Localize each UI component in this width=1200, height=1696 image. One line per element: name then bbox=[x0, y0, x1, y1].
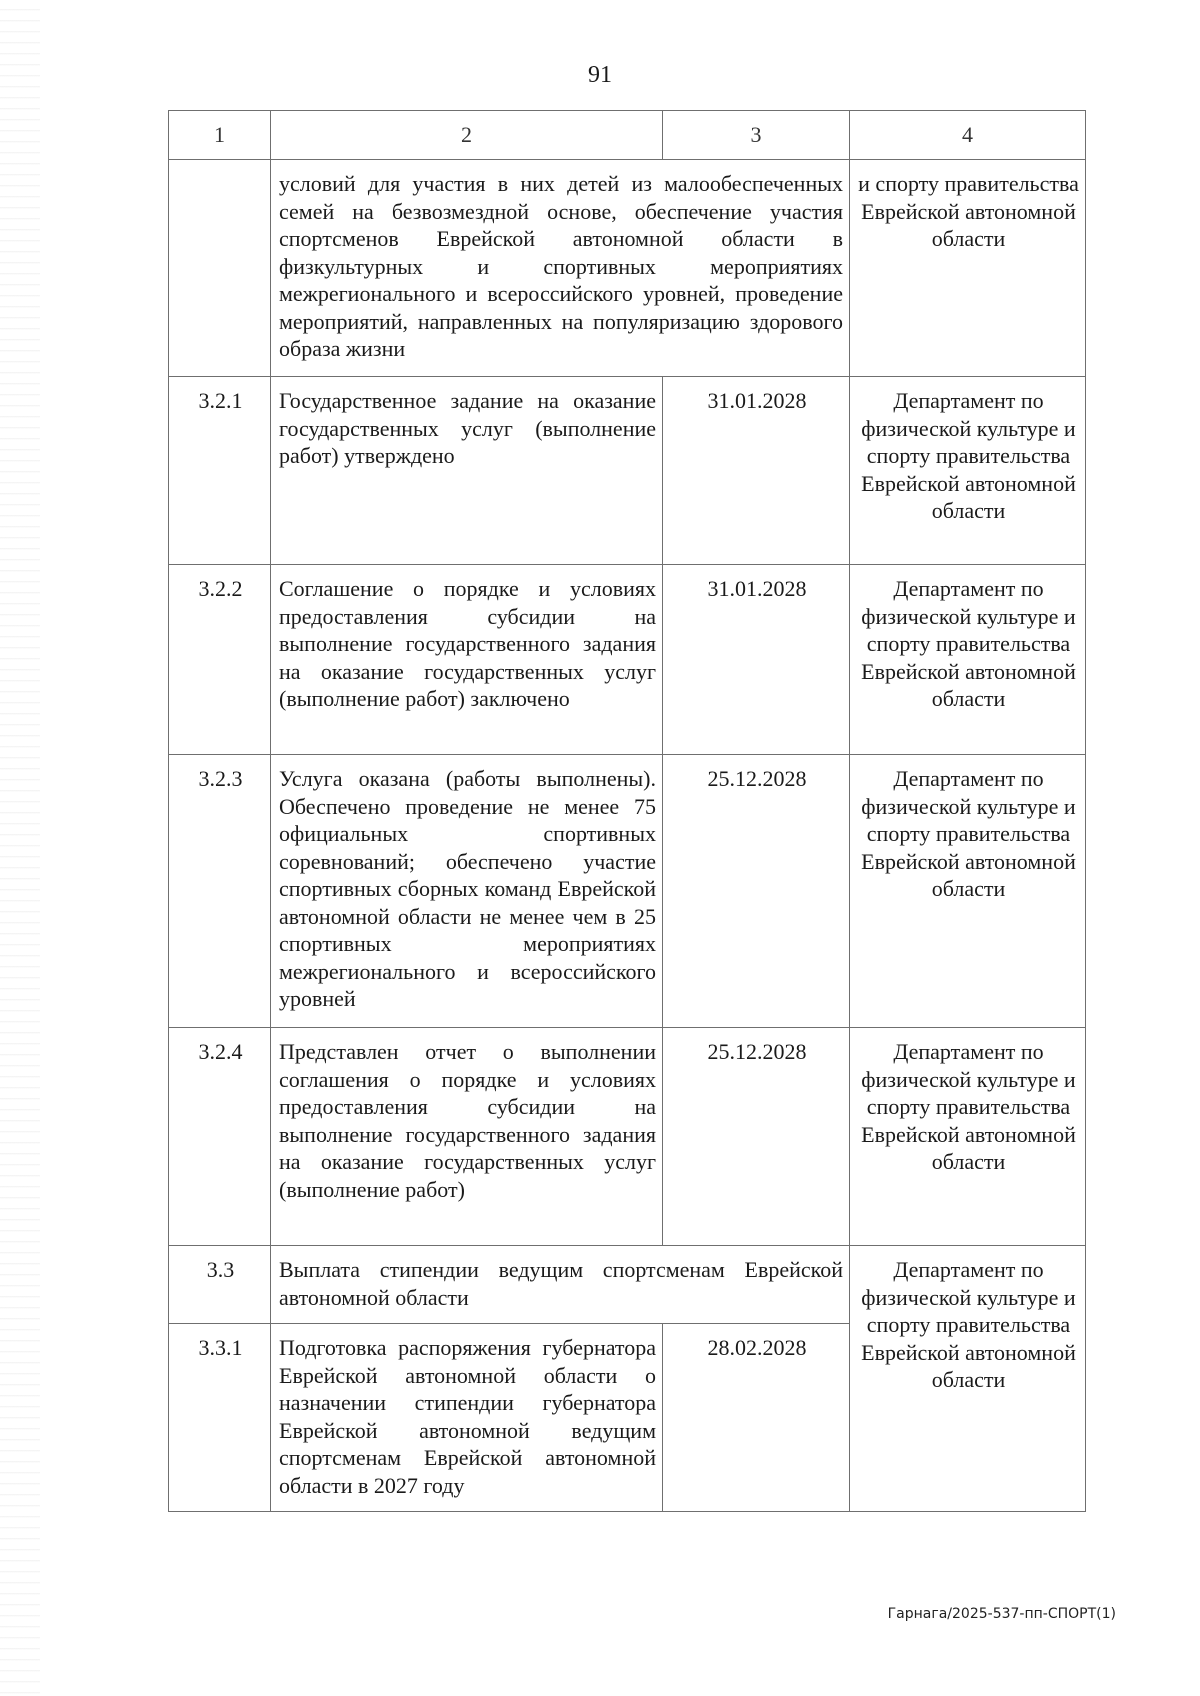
row-description: Представлен отчет о выполнении соглашения о порядке и условиях предоставления субсидии на выполнение государственного задания на оказание государственных услуг (выполнение работ) bbox=[271, 1028, 663, 1246]
header-col-4: 4 bbox=[850, 111, 1086, 160]
row-number: 3.2.2 bbox=[169, 565, 271, 755]
row-responsible: Департамент по физической культуре и спорту правительства Еврейской автономной области bbox=[850, 755, 1086, 1028]
row-date: 25.12.2028 bbox=[663, 755, 850, 1028]
row-number bbox=[169, 160, 271, 377]
row-responsible: Департамент по физической культуре и спорту правительства Еврейской автономной области bbox=[850, 1246, 1086, 1512]
row-description: условий для участия в них детей из малообеспеченных семей на безвозмездной основе, обеспечение участия спортсменов Еврейской автономной области в физкультурных и спортивных мероприятиях межрегионального и всероссийского уровней, проведение мероприятий, направленных на популяризацию здорового образа жизни bbox=[271, 160, 850, 377]
row-date: 25.12.2028 bbox=[663, 1028, 850, 1246]
table-header-row bbox=[169, 111, 1086, 160]
document-footer-id: Гарнага/2025-537-пп-СПОРТ(1) bbox=[887, 1606, 1116, 1622]
row-responsible: Департамент по физической культуре и спорту правительства Еврейской автономной области bbox=[850, 565, 1086, 755]
row-number: 3.3 bbox=[169, 1246, 271, 1324]
page-number: 91 bbox=[588, 62, 612, 88]
row-responsible: и спорту правительства Еврейской автономной области bbox=[850, 160, 1086, 377]
table-row bbox=[169, 1028, 1086, 1246]
row-description: Выплата стипендии ведущим спортсменам Еврейской автономной области bbox=[271, 1246, 850, 1324]
table-row-continuation bbox=[169, 160, 1086, 377]
plan-table bbox=[168, 110, 1086, 1512]
row-number: 3.2.1 bbox=[169, 377, 271, 565]
row-description: Подготовка распоряжения губернатора Еврейской автономной области о назначении стипендии губернатора Еврейской автономной ведущим спортсменам Еврейской автономной области в 2027 году bbox=[271, 1324, 663, 1512]
table-row bbox=[169, 565, 1086, 755]
row-responsible: Департамент по физической культуре и спорту правительства Еврейской автономной области bbox=[850, 1028, 1086, 1246]
row-date: 28.02.2028 bbox=[663, 1324, 850, 1512]
header-col-1: 1 bbox=[169, 111, 271, 160]
table-row-section bbox=[169, 1246, 1086, 1324]
row-date: 31.01.2028 bbox=[663, 377, 850, 565]
row-description: Услуга оказана (работы выполнены). Обеспечено проведение не менее 75 официальных спортивных соревнований; обеспечено участие спортивных сборных команд Еврейской автономной области не менее чем в 25 спортивных мероприятиях межрегионального и всероссийского уровней bbox=[271, 755, 663, 1028]
table-row bbox=[169, 755, 1086, 1028]
row-description: Государственное задание на оказание государственных услуг (выполнение работ) утверждено bbox=[271, 377, 663, 565]
header-col-2: 2 bbox=[271, 111, 663, 160]
table-row bbox=[169, 377, 1086, 565]
row-description: Соглашение о порядке и условиях предоставления субсидии на выполнение государственного задания на оказание государственных услуг (выполнение работ) заключено bbox=[271, 565, 663, 755]
row-number: 3.3.1 bbox=[169, 1324, 271, 1512]
row-date: 31.01.2028 bbox=[663, 565, 850, 755]
scan-margin-noise bbox=[0, 0, 40, 1696]
row-number: 3.2.3 bbox=[169, 755, 271, 1028]
header-col-3: 3 bbox=[663, 111, 850, 160]
row-number: 3.2.4 bbox=[169, 1028, 271, 1246]
row-responsible: Департамент по физической культуре и спорту правительства Еврейской автономной области bbox=[850, 377, 1086, 565]
